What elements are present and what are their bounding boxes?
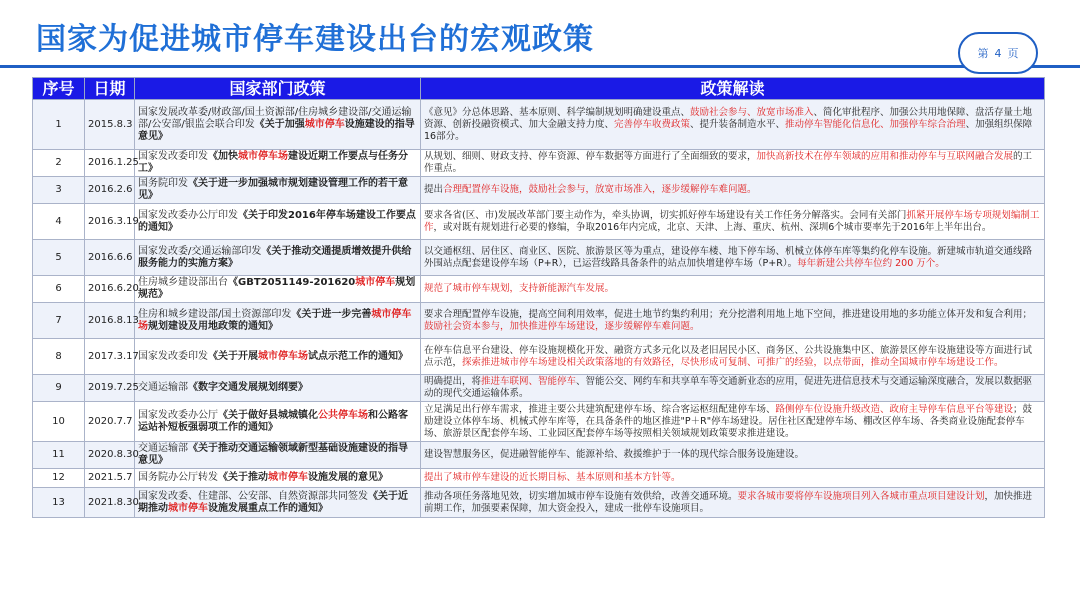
table-row: [33, 303, 1045, 339]
title-text: 设施发展的意见》: [308, 472, 388, 483]
policy-document-title: [188, 382, 308, 393]
row-interpretation: [421, 276, 1045, 303]
row-interpretation: [421, 150, 1045, 177]
highlight-text: 城市停车场: [138, 308, 412, 332]
row-number: 9: [33, 375, 85, 402]
highlight-text: 城市停车: [268, 472, 308, 483]
interpretation-text: 推动各项任务落地见效，切实增加城市停车设施有效供给，改善交通环境。: [424, 490, 738, 502]
row-number: 11: [33, 442, 85, 469]
row-date: 2016.8.13: [85, 303, 135, 339]
table-row: [33, 488, 1045, 518]
row-number: 4: [33, 204, 85, 240]
highlight-text: 路侧停车位设施升级改造、政府主导停车信息平台等建设: [775, 403, 1014, 415]
table-row: [33, 177, 1045, 204]
highlight-text: 鼓励社会资本参与，加快推进停车场建设，逐步缓解停车难问题。: [424, 320, 700, 332]
row-policy: [135, 204, 421, 240]
title-text: 设施建设的指导意见》: [138, 118, 415, 142]
policy-table: [32, 77, 1045, 518]
title-text: 《关于做好县城城镇化: [218, 409, 318, 421]
column-header-interpretation: 政策解读: [421, 78, 1045, 100]
row-number: 8: [33, 339, 85, 375]
row-date: 2016.3.19: [85, 204, 135, 240]
row-policy: [135, 100, 421, 150]
title-text: 设施发展重点工作的通知》: [208, 502, 328, 514]
row-date: 2021.5.7: [85, 469, 135, 488]
issuing-department: 国家发展改革委/财政部/国土资源部/住房城乡建设部/交通运输部/公安部/银监会联合印发: [138, 106, 412, 130]
issuing-department: 国家发改委、住建部、公安部、自然资源部共同签发: [138, 490, 368, 502]
highlight-text: 加快高新技术在停车领域的应用和推动停车与互联网融合发展: [756, 151, 1014, 162]
row-date: 2016.2.6: [85, 177, 135, 204]
interpretation-text: 《意见》分总体思路、基本原则、科学编制规划明确建设重点、: [424, 106, 691, 118]
table-row: [33, 339, 1045, 375]
highlight-text: 鼓励社会参与、放宽市场准入: [690, 106, 814, 118]
title-text: 规划规范》: [138, 277, 416, 300]
title-text: 《数字交通发展规划纲要》: [188, 382, 308, 393]
issuing-department: 住房城乡建设部出台: [138, 277, 228, 288]
title-text: 《关于进一步加强城市规划建设管理工作的若干意见》: [138, 178, 408, 201]
table-row: [33, 442, 1045, 469]
row-interpretation: [421, 469, 1045, 488]
row-policy: [135, 150, 421, 177]
table-row: [33, 204, 1045, 240]
interpretation-text: 立足满足出行停车需求，推进主要公共建筑配建停车场、综合客运枢纽配建停车场、: [424, 403, 776, 415]
row-interpretation: [421, 375, 1045, 402]
highlight-text: 推进车联网、智能停车: [481, 376, 577, 387]
interpretation-text: 、智能公交、网约车和共享单车等交通新业态的应用，促进先进信息技术与交通运输深度融合，发展以数据驱动的现代交通运输体系。: [424, 376, 1033, 399]
interpretation-text: 以交通枢纽、居住区、商业区、医院、旅游景区等为重点，建设停车楼、地下停车场、机械立体停车库等集约化停车设施。新建城市轨道交通线路外围站点配套建设停车场（P+R），已运营线路具备条件的站点加快增建停车场（P+R）。: [424, 245, 1033, 269]
interpretation-text: ，或对既有规划进行必要的修编，争取2016年内完成，北京、天津、上海、重庆、杭州、深圳6个城市要率先于2016年上半年出台。: [433, 221, 992, 233]
highlight-text: 公共停车场: [318, 409, 368, 421]
row-number: 7: [33, 303, 85, 339]
highlight-text: 合理配置停车设施，鼓励社会参与，放宽市场准入，逐步缓解停车难问题。: [443, 184, 757, 195]
highlight-text: 推动停车智能化信息化、加强停车综合治理: [785, 118, 966, 130]
table-row: [33, 276, 1045, 303]
row-policy: [135, 488, 421, 518]
highlight-text: 完善停车收费政策: [614, 118, 691, 130]
row-policy: [135, 442, 421, 469]
page-prefix: 第: [977, 47, 989, 60]
highlight-text: 城市停车: [304, 118, 345, 130]
row-interpretation: [421, 339, 1045, 375]
row-policy: [135, 402, 421, 442]
issuing-department: 交通运输部: [138, 382, 188, 393]
title-text: 《加快: [208, 151, 238, 162]
page-number-badge: [958, 32, 1038, 74]
issuing-department: 国家发改委办公厅: [138, 409, 218, 421]
highlight-text: 规范了城市停车规划，支持新能源汽车发展。: [424, 283, 615, 294]
row-interpretation: [421, 402, 1045, 442]
row-date: 2016.6.20: [85, 276, 135, 303]
title-text: 《关于近期推动: [138, 490, 408, 514]
row-number: 5: [33, 240, 85, 276]
column-header-number: 序号: [33, 78, 85, 100]
row-number: 3: [33, 177, 85, 204]
table-row: [33, 150, 1045, 177]
row-interpretation: [421, 204, 1045, 240]
interpretation-text: 提出: [424, 184, 444, 195]
interpretation-text: 、提升装备制造水平、: [690, 118, 786, 130]
highlight-text: 提出了城市停车建设的近长期目标、基本原则和基本方针等。: [424, 472, 681, 483]
row-interpretation: [421, 303, 1045, 339]
highlight-text: 城市停车场: [258, 350, 308, 362]
interpretation-text: 的工作重点。: [424, 151, 1033, 174]
highlight-text: 城市停车: [355, 277, 396, 288]
table-row: [33, 375, 1045, 402]
row-date: 2020.8.30: [85, 442, 135, 469]
title-text: 《关于推动交通提质增效提升供给服务能力的实施方案》: [138, 245, 412, 269]
row-policy: [135, 339, 421, 375]
title-text: 《关于进一步完善: [291, 308, 372, 320]
table-header-row: [33, 78, 1045, 100]
interpretation-text: ，加快推进前期工作，加强要素保障，加大资金投入，建成一批停车设施项目。: [424, 490, 1033, 514]
policy-document-title: [218, 472, 388, 483]
highlight-text: 城市停车场: [238, 151, 288, 162]
page-title: 国家为促进城市停车建设出台的宏观政策: [36, 22, 594, 57]
issuing-department: 国务院印发: [138, 178, 188, 189]
row-interpretation: [421, 177, 1045, 204]
highlight-text: 抓紧开展停车场专项规划编制工作: [424, 209, 1040, 233]
interpretation-text: 在停车信息平台建设、停车设施规模化开发、融资方式多元化以及老旧居民小区、商务区、公共设施集中区、旅游景区停车设施建设等方面进行试点示范，: [424, 344, 1033, 368]
row-policy: [135, 375, 421, 402]
title-text: 规划建设及用地政策的通知》: [148, 320, 278, 332]
header-divider: [0, 65, 1080, 68]
row-date: 2015.8.3: [85, 100, 135, 150]
table-body: [33, 100, 1045, 518]
issuing-department: 国家发改委印发: [138, 350, 208, 362]
interpretation-text: 从规划、细则、财政支持、停车资源、停车数据等方面进行了全面细致的要求，: [424, 151, 757, 162]
highlight-text: 要求各城市要将停车设施项目列入各城市重点项目建设计划: [737, 490, 985, 502]
row-number: 2: [33, 150, 85, 177]
issuing-department: 国务院办公厅转发: [138, 472, 218, 483]
highlight-text: 探索推进城市停车场建设相关政策落地的有效路径，尽快形成可复制、可推广的经验，以点带面，推动全国城市停车场建设工作。: [462, 356, 1004, 368]
interpretation-text: 要求合理配置停车设施，提高空间利用效率，促进土地节约集约利用；充分挖潜利用地上地下空间，推进建设用地的多功能立体开发和复合利用；: [424, 308, 1033, 320]
row-policy: [135, 276, 421, 303]
column-header-date: 日期: [85, 78, 135, 100]
issuing-department: 国家发改委办公厅印发: [138, 209, 238, 221]
table-row: [33, 402, 1045, 442]
column-header-policy: 国家部门政策: [135, 78, 421, 100]
interpretation-text: ；鼓励建设立体停车场、机械式停车库等，在具备条件的地区推进"P＋R"停车场建设。居住社区配建停车场、棚改区停车场、各类商业设施配套停车场、旅游景区配套停车场、工业园区配套停车场等按照相关领域规划政策要求推进建设。: [424, 403, 1033, 439]
row-date: 2019.7.25: [85, 375, 135, 402]
title-text: 《关于加强: [254, 118, 305, 130]
title-text: 《关于印发2016年停车场建设工作要点的通知》: [138, 209, 416, 233]
row-policy: [135, 240, 421, 276]
page-suffix: 页: [1007, 47, 1019, 60]
interpretation-text: 、加强组织保障16部分。: [424, 118, 1033, 142]
policy-document-title: [208, 351, 408, 362]
table-row: [33, 240, 1045, 276]
issuing-department: 国家发改委/交通运输部印发: [138, 245, 262, 257]
row-date: 2016.6.6: [85, 240, 135, 276]
interpretation-text: 明确提出，将: [424, 376, 482, 387]
highlight-text: 每年新建公共停车位约 200 万个。: [797, 257, 945, 269]
interpretation-text: 建设智慧服务区，促进融智能停车、能源补给、救援维护于一体的现代综合服务设施建设。: [424, 449, 805, 460]
interpretation-text: 要求各省(区、市)发展改革部门要主动作为，牵头协调，切实抓好停车场建设有关工作任务分解落实。会同有关部门: [424, 209, 907, 221]
row-policy: [135, 469, 421, 488]
title-text: 建设近期工作要点与任务分工》: [138, 151, 408, 174]
row-date: 2021.8.30: [85, 488, 135, 518]
row-interpretation: [421, 240, 1045, 276]
row-number: 6: [33, 276, 85, 303]
row-interpretation: [421, 488, 1045, 518]
interpretation-text: 、简化审批程序、加强公共用地保障、盘活存量土地资源、创新投融资模式、加大金融支持力度、: [424, 106, 1033, 130]
row-interpretation: [421, 442, 1045, 469]
table-row: [33, 100, 1045, 150]
row-number: 13: [33, 488, 85, 518]
issuing-department: 交通运输部: [138, 443, 188, 454]
row-interpretation: [421, 100, 1045, 150]
highlight-text: 城市停车: [168, 502, 208, 514]
row-date: 2016.1.25: [85, 150, 135, 177]
issuing-department: 住房和城乡建设部/国土资源部印发: [138, 308, 292, 320]
row-policy: [135, 303, 421, 339]
table-row: [33, 469, 1045, 488]
issuing-department: 国家发改委印发: [138, 151, 208, 162]
page-number: 4: [994, 46, 1002, 60]
row-date: 2017.3.17: [85, 339, 135, 375]
title-text: 和公路客运站补短板强弱项工作的通知》: [138, 409, 408, 433]
row-policy: [135, 177, 421, 204]
row-number: 12: [33, 469, 85, 488]
title-text: 《关于推动: [218, 472, 268, 483]
row-date: 2020.7.7: [85, 402, 135, 442]
row-number: 10: [33, 402, 85, 442]
title-text: 《关于推动交通运输领域新型基础设施建设的指导意见》: [138, 443, 408, 466]
title-text: 《关于开展: [208, 350, 258, 362]
row-number: 1: [33, 100, 85, 150]
title-text: 试点示范工作的通知》: [308, 350, 408, 362]
title-text: 《GBT2051149-201620: [228, 277, 356, 288]
